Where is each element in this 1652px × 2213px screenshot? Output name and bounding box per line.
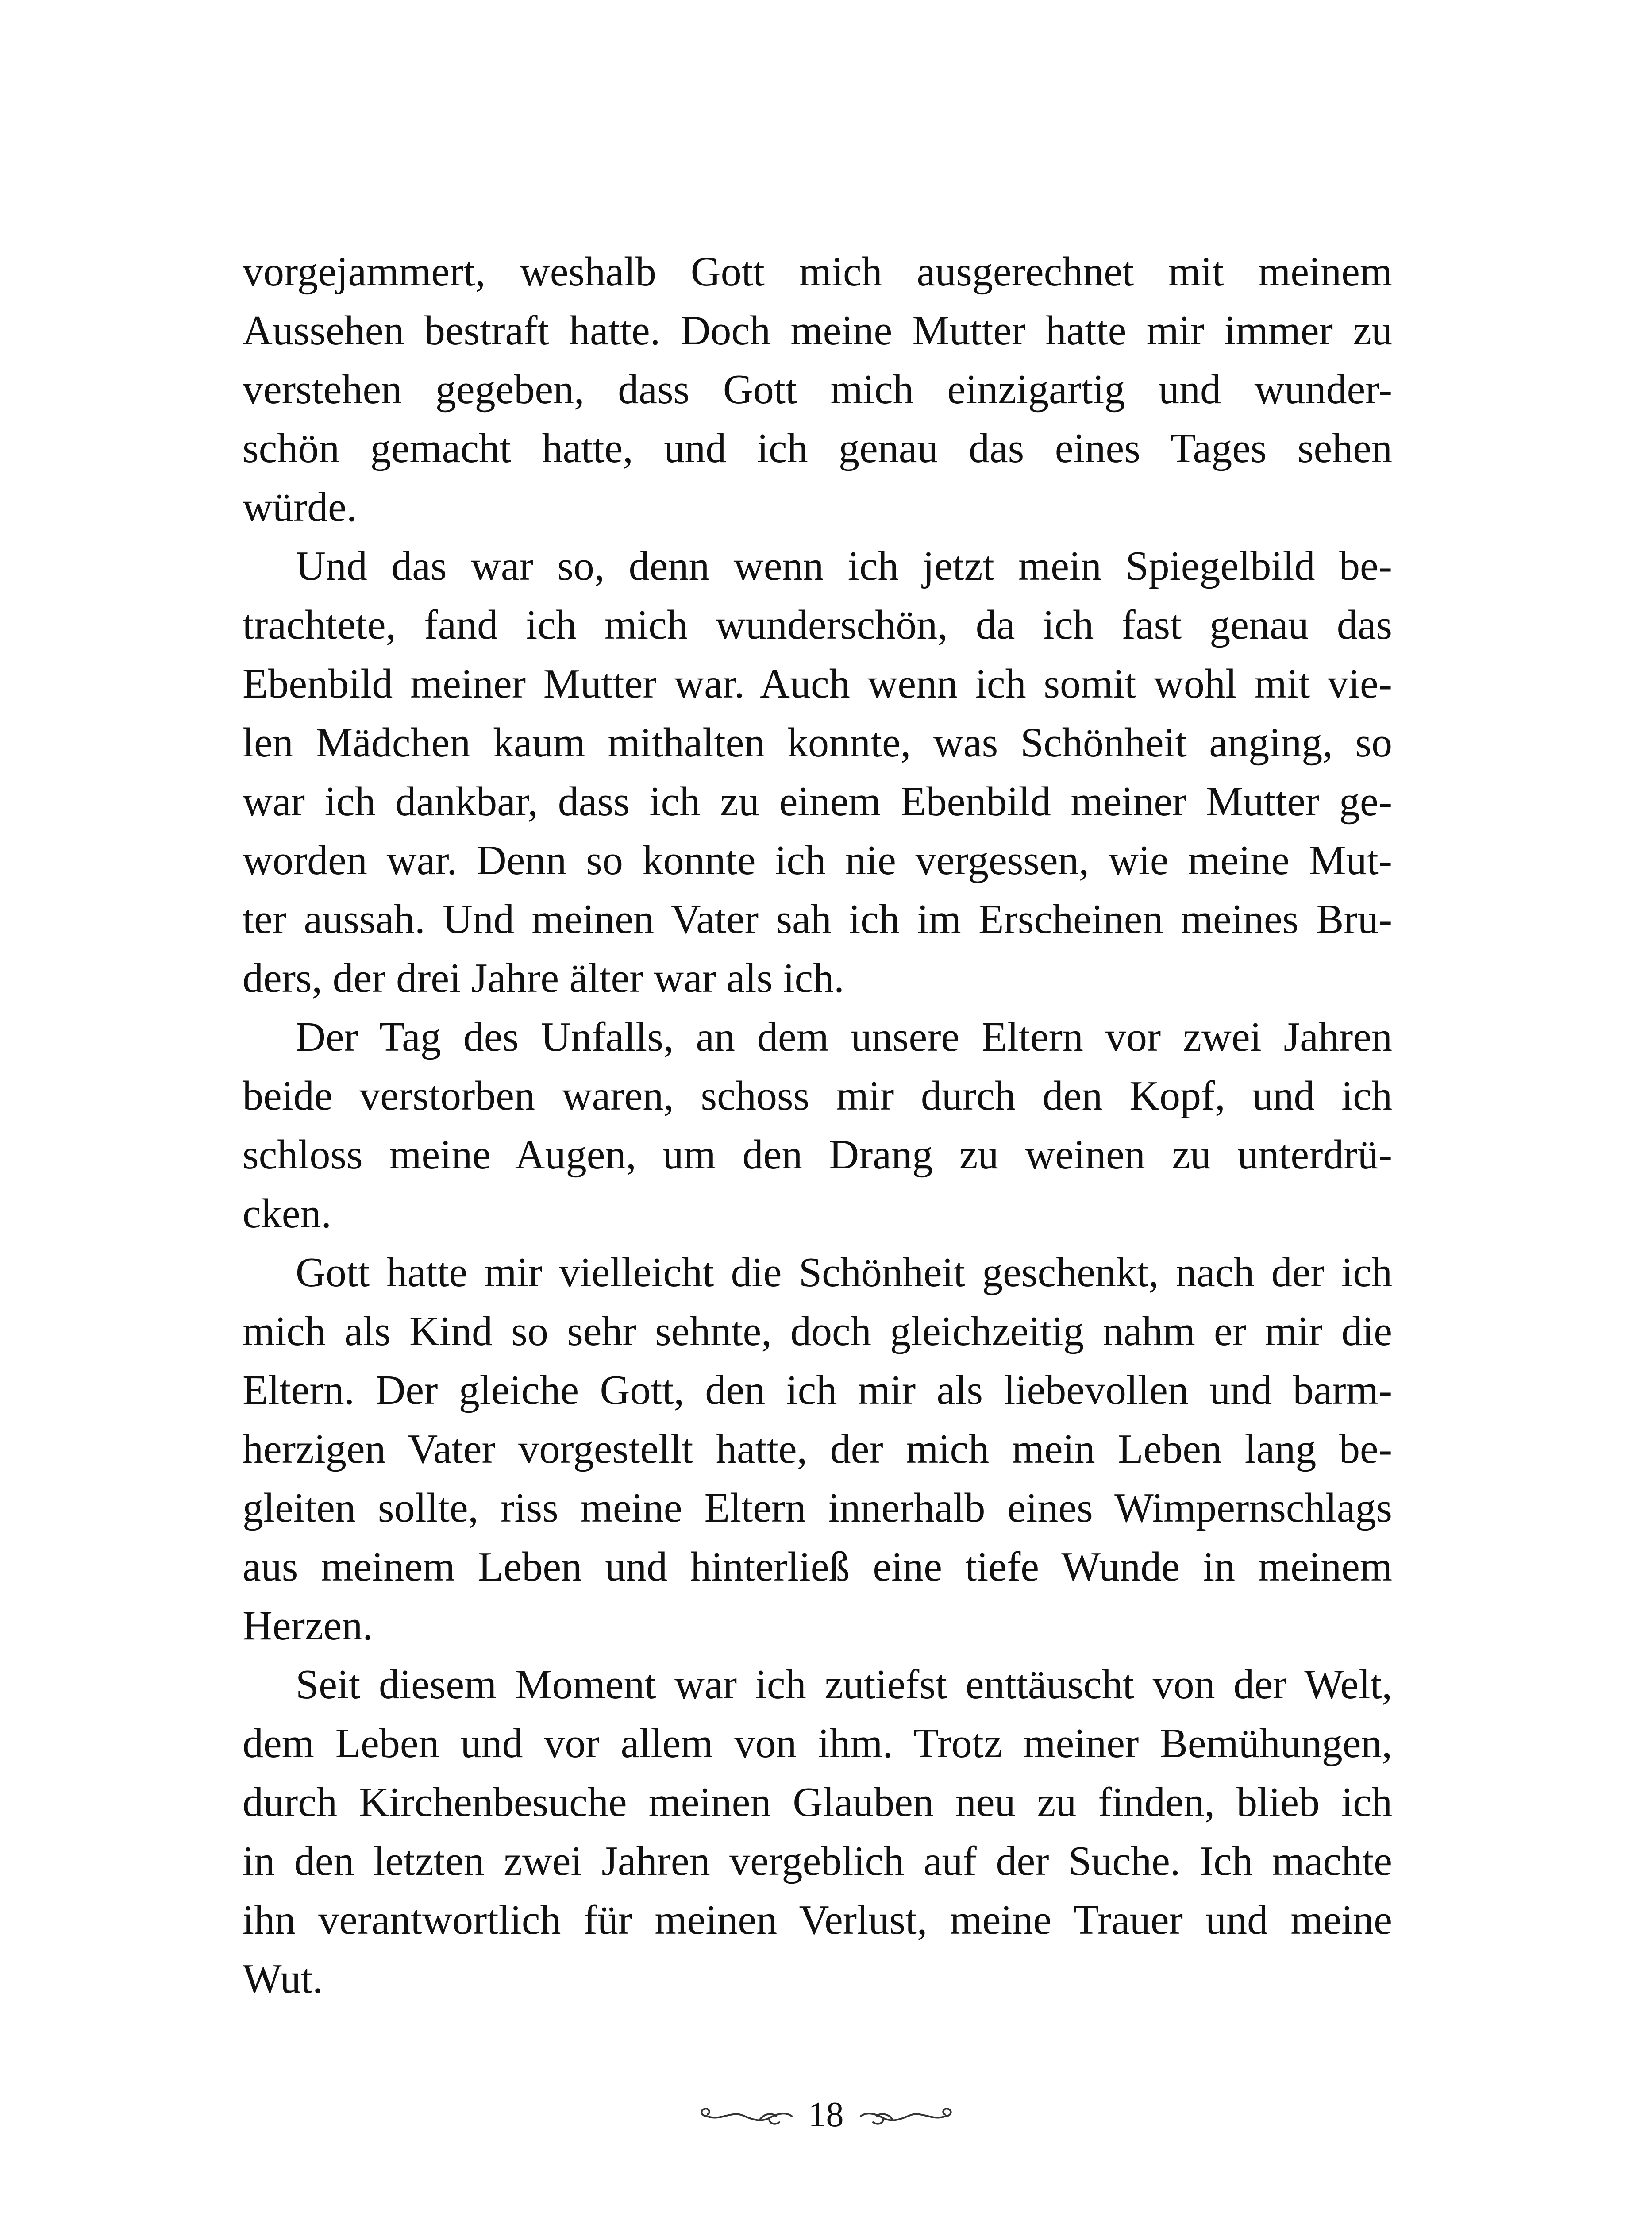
swirl-ornament-icon xyxy=(693,2099,795,2130)
page-number: 18 xyxy=(808,2095,844,2134)
text-line: dem Leben und vor allem von ihm. Trotz meiner Bemühungen, xyxy=(243,1720,1392,1766)
text-line: cken. xyxy=(243,1191,331,1237)
text-line: schloss meine Augen, um den Drang zu weinen zu unterdrü- xyxy=(243,1132,1392,1178)
text-line: mich als Kind so sehr sehnte, doch gleichzeitig nahm er mir die xyxy=(243,1308,1392,1354)
text-line: Und das war so, denn wenn ich jetzt mein Spiegelbild be- xyxy=(296,543,1392,589)
text-line: Der Tag des Unfalls, an dem unsere Eltern vor zwei Jahren xyxy=(296,1014,1392,1060)
swirl-ornament-icon xyxy=(857,2099,959,2130)
text-line: Aussehen bestraft hatte. Doch meine Mutter hatte mir immer zu xyxy=(243,308,1392,354)
text-line: Wut. xyxy=(243,1956,323,2002)
text-line: verstehen gegeben, dass Gott mich einzigartig und wunder- xyxy=(243,366,1392,413)
page-footer xyxy=(0,2088,1652,2141)
text-line: Eltern. Der gleiche Gott, den ich mir als liebevollen und barm- xyxy=(243,1367,1392,1413)
text-line: vorgejammert, weshalb Gott mich ausgerechnet mit meinem xyxy=(243,249,1392,295)
text-line: Ebenbild meiner Mutter war. Auch wenn ich somit wohl mit vie- xyxy=(243,661,1392,707)
text-line: ders, der drei Jahre älter war als ich. xyxy=(243,955,844,1001)
text-line: durch Kirchenbesuche meinen Glauben neu zu finden, blieb ich xyxy=(243,1779,1392,1825)
text-line: beide verstorben waren, schoss mir durch den Kopf, und ich xyxy=(243,1073,1392,1119)
text-line: Gott hatte mir vielleicht die Schönheit geschenkt, nach der ich xyxy=(296,1249,1392,1295)
text-line: gleiten sollte, riss meine Eltern innerhalb eines Wimpernschlags xyxy=(243,1485,1392,1531)
text-line: herzigen Vater vorgestellt hatte, der mich mein Leben lang be- xyxy=(243,1426,1392,1472)
text-line: Seit diesem Moment war ich zutiefst enttäuscht von der Welt, xyxy=(296,1662,1392,1708)
text-line: würde. xyxy=(243,484,357,530)
text-line: len Mädchen kaum mithalten konnte, was Schönheit anging, so xyxy=(243,720,1392,766)
text-line: war ich dankbar, dass ich zu einem Ebenbild meiner Mutter ge- xyxy=(243,779,1392,825)
body-text xyxy=(243,243,1392,2009)
text-line: aus meinem Leben und hinterließ eine tiefe Wunde in meinem xyxy=(243,1544,1392,1590)
text-line: Herzen. xyxy=(243,1603,373,1649)
text-line: schön gemacht hatte, und ich genau das eines Tages sehen xyxy=(243,425,1392,471)
text-line: ihn verantwortlich für meinen Verlust, meine Trauer und meine xyxy=(243,1897,1392,1943)
text-line: trachtete, fand ich mich wunderschön, da ich fast genau das xyxy=(243,602,1392,648)
text-line: worden war. Denn so konnte ich nie vergessen, wie meine Mut- xyxy=(243,837,1392,883)
text-line: in den letzten zwei Jahren vergeblich auf der Suche. Ich machte xyxy=(243,1838,1392,1884)
text-line: ter aussah. Und meinen Vater sah ich im Erscheinen meines Bru- xyxy=(243,896,1392,942)
